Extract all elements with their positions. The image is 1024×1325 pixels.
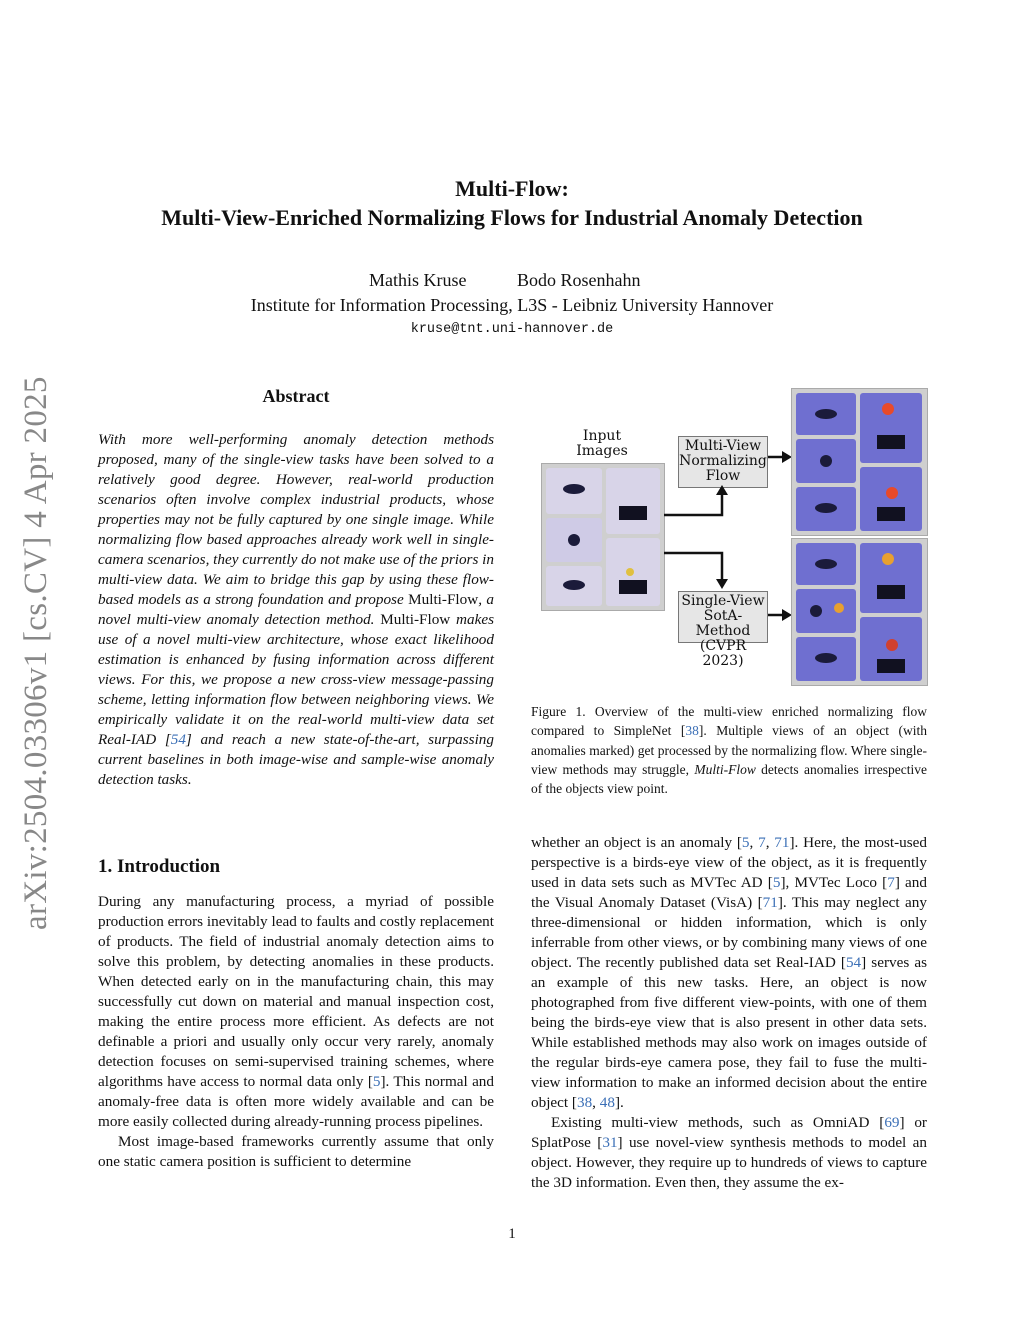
citation-link[interactable]: 71 xyxy=(774,834,790,851)
abstract-heading: Abstract xyxy=(262,386,330,406)
single-view-output-panel xyxy=(791,538,928,686)
heatmap-image xyxy=(796,543,856,585)
page-number: 1 xyxy=(508,1226,516,1242)
multi-view-flow-box: Multi-View Normalizing Flow xyxy=(678,436,768,488)
heatmap-image xyxy=(860,393,922,463)
heatmap-image xyxy=(796,637,856,681)
heatmap-image xyxy=(860,543,922,613)
method-name: Multi-Flow xyxy=(408,591,479,608)
citation-link[interactable]: 31 xyxy=(602,1134,618,1151)
arxiv-stamp: arXiv:2504.03306v1 [cs.CV] 4 Apr 2025 xyxy=(18,376,54,930)
heatmap-image xyxy=(860,617,922,681)
author-list xyxy=(0,270,1024,294)
paper-title-line1: Multi-Flow: xyxy=(455,176,569,201)
figure-1 xyxy=(536,385,928,690)
citation-link[interactable]: 54 xyxy=(170,731,186,748)
citation-link[interactable]: 69 xyxy=(884,1114,900,1131)
author-name: Bodo Rosenhahn xyxy=(517,270,641,290)
figure-caption: Figure 1. Overview of the multi-view enriched normalizing flow compared to SimpleNet [38]. Multiple views of an object (with anomalies marked) get processed by the normalizing flow. Where single-view methods may struggle, Multi-Flow detects anomalies irrespective of the objects view point. xyxy=(531,704,927,797)
heatmap-image xyxy=(796,439,856,483)
multi-flow-output-panel xyxy=(791,388,928,536)
citation-link[interactable]: 54 xyxy=(845,954,862,971)
paper-title-line2: Multi-View-Enriched Normalizing Flows for Industrial Anomaly Detection xyxy=(161,205,863,230)
citation-link[interactable]: 5 xyxy=(772,874,781,891)
heatmap-image xyxy=(796,589,856,633)
heatmap-image xyxy=(796,393,856,435)
input-images-label: Input Images xyxy=(576,428,628,459)
citation-link[interactable]: 5 xyxy=(741,834,750,851)
heatmap-image xyxy=(796,487,856,531)
citation-link[interactable]: 38 xyxy=(685,723,699,739)
method-name: Multi-Flow xyxy=(380,611,451,628)
heatmap-image xyxy=(860,467,922,531)
citation-link[interactable]: 71 xyxy=(762,894,778,911)
email[interactable]: kruse@tnt.uni-hannover.de xyxy=(410,322,614,337)
citation-link[interactable]: 5 xyxy=(372,1073,381,1090)
citation-link[interactable]: 7 xyxy=(887,874,895,891)
abstract-body: With more well-performing anomaly detection methods proposed, many of the single-view tasks have been solved to a relatively good degree. However, real-world production scenarios often involve complex industrial products, whose properties may not be fully captured by one single image. While normalizing flow based approaches already work well in single-camera scenarios, they currently do not make use of the priors in multi-view data. We aim to bridge this gap by using these flow-based models as a strong foundation and propose Multi-Flow, a novel multi-view anomaly detection method. Multi-Flow makes use of a novel multi-view architecture, whose exact likelihood estimation is enhanced by fusing information across different views. For this, we propose a new cross-view message-passing scheme, letting information flow between neighboring views. We empirically validate it on the real-world multi-view data set Real-IAD [54] and reach a new state-of-the-art, surpassing current baselines in both image-wise and sample-wise anomaly detection tasks. xyxy=(98,431,494,788)
affiliation: Institute for Information Processing, L3S - Leibniz University Hannover xyxy=(250,295,774,315)
citation-link[interactable]: 7 xyxy=(758,834,766,851)
author-name: Mathis Kruse xyxy=(369,270,467,290)
citation-link[interactable]: 38 xyxy=(576,1094,593,1111)
right-column-body: whether an object is an anomaly [5, 7, 71]. Here, the most-used perspective is a birds-eye view of the object, as it is frequently used in data sets such as MVTec AD [5], MVTec Loco [7] and the Visual Anomaly Dataset (VisA) [71]. This may neglect any three-dimensional or hidden information, which is only inferrable from other views, or by combining many views of one object. The recently published data set Real-IAD [54] serves as an example of this new tasks. Here, an object is now photographed from five different view-points, with one of them being the birds-eye view that is also present in other data sets. While established methods may also work on images outside of the regular birds-eye camera pose, they fail to fuse the multi-view information to make an informed decision about the entire object [38, 48]. Existing multi-view methods, such as OmniAD [69] or SplatPose [31] use novel-view synthesis methods to model an object. However, they require up to hundreds of views to capture the 3D information. Even then, they assume the ex- xyxy=(531,834,928,1191)
intro-body: During any manufacturing process, a myriad of possible production errors inevitably lead to faults and costly replacement of products. The field of industrial anomaly detection aims to solve this problem, by detecting anomalies in these products. When detected early on in the manufacturing chain, this may successfully cut down on material and manual inspection cost, making the entire process more efficient. As defects are not definable a priori and usually only occur very rarely, anomaly detection focuses on semi-supervised training schemes, where algorithms have access to normal data only [5]. This normal and anomaly-free data is often more widely available and can be more easily collected during already-running process pipelines. Most image-based frameworks currently assume that only one static camera position is sufficient to determine xyxy=(98,893,494,1170)
section-heading: 1. Introduction xyxy=(98,856,221,877)
citation-link[interactable]: 48 xyxy=(599,1094,615,1111)
single-view-method-box: Single-View SotA-Method (CVPR 2023) xyxy=(678,591,768,643)
